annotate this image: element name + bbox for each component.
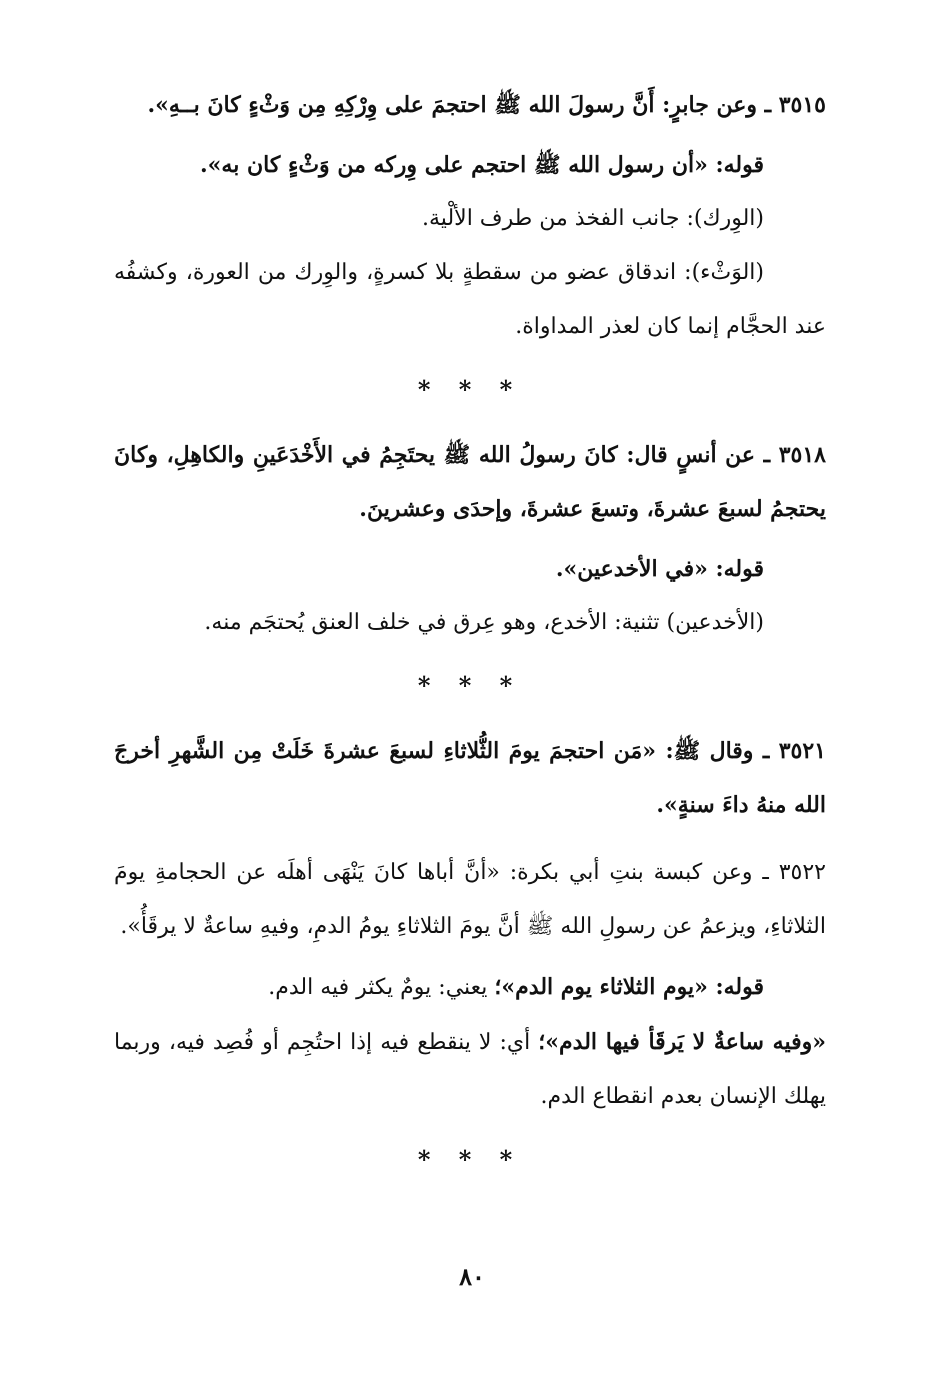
page-body <box>114 78 826 1198</box>
commentary-quote-3522-a-lemma: قوله: «يوم الثلاثاء يوم الدم»؛ <box>494 974 764 1000</box>
hadith-3518: ٣٥١٨ ـ عن أنسٍ قال: كانَ رسولُ الله ﷺ يحتَجِمُ في الأَخْدَعَينِ والكاهِلِ، وكانَ يحتجمُ لسبعَ عشرةَ، وتسعَ عشرةَ، وإحدَى وعشرينَ. <box>114 442 826 522</box>
commentary-definition-wath: (الوَثْء): اندقاق عضو من سقطةٍ بلا كسرةٍ، والوِرك من العورة، وكشفُه عند الحجَّام إنما كان لعذر المداواة. <box>114 260 826 339</box>
commentary-quote-3522-a-gloss: يعني: يومٌ يكثر فيه الدم. <box>268 975 495 1000</box>
commentary-definition-wirk: (الوِرك): جانب الفخذ من طرف الألْية. <box>422 206 764 231</box>
section-separator-3: * * * <box>417 1145 523 1174</box>
hadith-3521: ٣٥٢١ ـ وقال ﷺ: «مَن احتجمَ يومَ الثُّلاثاءِ لسبعَ عشرةَ خَلَتْ مِن الشَّهرِ أخرجَ الله منهُ داءَ سنةٍ». <box>114 738 826 818</box>
section-separator-2: * * * <box>417 671 523 700</box>
section-separator-1: * * * <box>417 375 523 404</box>
commentary-quote-3522-b-lemma: «وفيه ساعةٌ لا يَرقَأ فيها الدم»؛ <box>538 1029 826 1055</box>
hadith-3515: ٣٥١٥ ـ وعن جابرٍ: أَنَّ رسولَ الله ﷺ احتجمَ على وِرْكِهِ مِن وَثْءٍ كانَ بــهِ». <box>147 92 826 118</box>
hadith-3522: ٣٥٢٢ ـ وعن كبسة بنتِ أبي بكرة: «أنَّ أباها كانَ يَنْهَى أهلَه عن الحجامةِ يومَ الثلاثاءِ، ويزعمُ عن رسولِ الله ﷺ أنَّ يومَ الثلاثاءِ يومُ الدمِ، وفيهِ ساعةٌ لا يرقَأُ». <box>114 860 826 939</box>
commentary-quote-3518: قوله: «في الأخدعين». <box>555 556 764 582</box>
commentary-quote-3515: قوله: «أن رسول الله ﷺ احتجم على وِركه من وَثْءٍ كان به». <box>200 152 764 178</box>
page-number: ٨٠ <box>459 1262 485 1291</box>
commentary-definition-akhdaain: (الأخدعين) تثنية: الأخدع، وهو عِرق في خلف العنق يُحتجَم منه. <box>204 610 764 635</box>
commentary-quote-3522-a <box>114 960 826 1015</box>
commentary-quote-3522-b-gloss: أي: لا ينقطع فيه إذا احتُجِم أو فُصِد فيه، وربما يهلك الإنسان بعدم انقطاع الدم. <box>114 1030 826 1109</box>
commentary-quote-3522-b <box>114 1015 826 1124</box>
